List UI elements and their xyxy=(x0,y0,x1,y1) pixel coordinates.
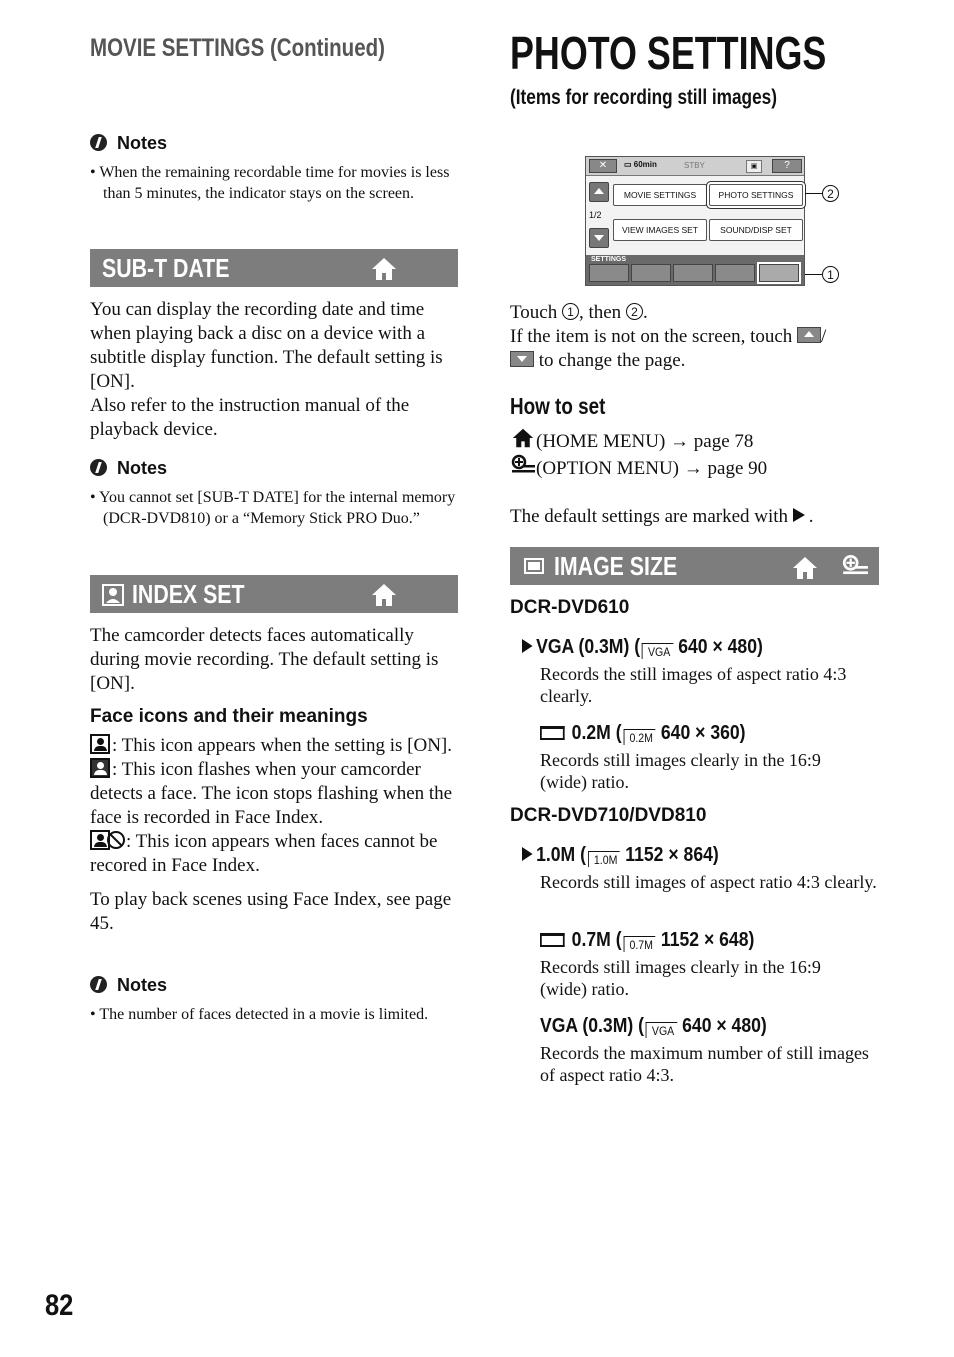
home-icon xyxy=(370,582,398,608)
callout-ref-1: 1 xyxy=(562,303,579,320)
page-title: PHOTO SETTINGS xyxy=(510,27,827,79)
notes-heading: Notes xyxy=(90,458,458,479)
page-number: 82 xyxy=(45,1289,74,1322)
face-icon-item: : This icon appears when the setting is [ON]. xyxy=(90,734,462,758)
section-title: SUB-T DATE xyxy=(102,253,230,283)
lcd-settings-label: SETTINGS xyxy=(591,256,627,263)
face-icon-item: : This icon appears when faces cannot be recored in Face Index. xyxy=(90,831,438,876)
notes-block-3 xyxy=(90,975,458,1025)
size-vga-icon: VGA xyxy=(642,643,673,659)
callout-2: 2 xyxy=(822,185,839,202)
size-option xyxy=(540,929,880,1000)
memory-icon: ▣ xyxy=(746,160,762,173)
option-icon xyxy=(510,454,536,476)
lcd-photo-settings-button: PHOTO SETTINGS xyxy=(709,184,803,206)
notes-heading: Notes xyxy=(90,975,458,996)
home-icon xyxy=(791,555,819,581)
home-icon xyxy=(370,256,398,282)
size-option-desc: Records still images of aspect ratio 4:3 clearly. xyxy=(540,872,877,892)
size-option-desc: Records the still images of aspect ratio 4:3 clearly. xyxy=(540,664,847,706)
section-title: INDEX SET xyxy=(132,579,245,609)
page-indicator: 1/2 xyxy=(589,210,602,220)
size-vga-icon: VGA xyxy=(646,1022,677,1038)
model-heading-dvd710-810: DCR-DVD710/DVD810 xyxy=(510,805,707,826)
continued-header: MOVIE SETTINGS (Continued) xyxy=(90,34,385,62)
section-bar-index-set xyxy=(90,575,458,613)
up-arrow-icon xyxy=(797,327,821,343)
callout-ref-2: 2 xyxy=(626,303,643,320)
image-size-icon xyxy=(524,558,544,574)
callout-line xyxy=(805,274,822,275)
callout-1: 1 xyxy=(822,266,839,283)
face-index-ref: To play back scenes using Face Index, see page 45. xyxy=(90,889,452,934)
battery-indicator: ▭ 60min xyxy=(624,160,657,169)
size-0-2m-icon: 0.2M xyxy=(623,729,655,745)
page-up-icon xyxy=(589,182,609,202)
size-option-desc: Records still images clearly in the 16:9 (wide) ratio. xyxy=(540,957,821,999)
touch-instructions: Touch 1 , then 2 . If the item is not on the screen, touch / to change the page. xyxy=(510,302,827,371)
size-option-title: VGA (0.3M) ( VGA 640 × 480) xyxy=(522,636,839,659)
lcd-tab xyxy=(673,264,713,282)
size-option xyxy=(540,722,880,793)
face-icon-list xyxy=(90,734,462,936)
notes-block-1 xyxy=(90,133,458,204)
lcd-top-bar xyxy=(586,157,804,176)
lcd-tab xyxy=(589,264,629,282)
page-down-icon xyxy=(589,228,609,248)
how-to-set-heading: How to set xyxy=(510,393,606,419)
lcd-tab xyxy=(631,264,671,282)
size-option xyxy=(522,844,882,893)
lcd-view-images-button: VIEW IMAGES SET xyxy=(613,219,707,241)
subt-body: You can display the recording date and time when playing back a disc on a device with a subtitle display function. The default setting is [ON]. Also refer to the instruction manual of the playback device. xyxy=(90,299,443,440)
option-icon xyxy=(841,554,869,578)
section-bar-subt-date xyxy=(90,249,458,287)
wide-ratio-icon xyxy=(540,933,565,947)
note-item: • You cannot set [SUB-T DATE] for the internal memory (DCR-DVD810) or a “Memory Stick PRO Duo.” xyxy=(90,489,456,527)
face-unavailable-icon xyxy=(90,830,110,850)
size-option-desc: Records still images clearly in the 16:9 (wide) ratio. xyxy=(540,750,821,792)
size-0-7m-icon: 0.7M xyxy=(623,936,655,952)
note-icon xyxy=(90,976,107,993)
wide-ratio-icon xyxy=(540,726,565,740)
section-bar-image-size xyxy=(510,547,879,585)
lcd-screen-illustration xyxy=(585,156,805,286)
callout-line xyxy=(805,193,822,194)
note-icon xyxy=(90,459,107,476)
lcd-sound-disp-button: SOUND/DISP SET xyxy=(709,219,803,241)
down-arrow-icon xyxy=(510,351,534,367)
note-icon xyxy=(90,134,107,151)
how-to-set-list: (HOME MENU) → page 78 (OPTION MENU) → page 90 The default settings are marked with . xyxy=(510,427,890,529)
default-marker-icon xyxy=(522,639,533,653)
size-option-title: 0.2M ( 0.2M 640 × 360) xyxy=(540,722,839,745)
size-option-desc: Records the maximum number of still images of aspect ratio 4:3. xyxy=(540,1043,869,1085)
note-item: • When the remaining recordable time for movies is less than 5 minutes, the indicator stays on the screen. xyxy=(90,164,450,202)
lcd-movie-settings-button: MOVIE SETTINGS xyxy=(613,184,707,206)
notes-block-2 xyxy=(90,458,458,529)
index-body: The camcorder detects faces automatically during movie recording. The default setting is [ON]. xyxy=(90,625,439,694)
default-marker-icon xyxy=(522,847,533,861)
lcd-tab xyxy=(715,264,755,282)
size-option-title: 0.7M ( 0.7M 1152 × 648) xyxy=(540,929,839,952)
size-option xyxy=(540,1015,880,1086)
model-heading-dvd610: DCR-DVD610 xyxy=(510,597,630,618)
status-indicator: STBY xyxy=(684,161,705,170)
size-option-title: 1.0M ( 1.0M 1152 × 864) xyxy=(522,844,839,867)
face-icon-item: : This icon flashes when your camcorder detects a face. The icon stops flashing when the face is recorded in Face Index. xyxy=(90,759,453,828)
lcd-settings-tab xyxy=(759,264,799,282)
face-icons-heading: Face icons and their meanings xyxy=(90,706,368,727)
face-on-icon xyxy=(90,734,110,754)
face-index-icon xyxy=(102,584,124,606)
size-option xyxy=(522,636,882,707)
size-1-0m-icon: 1.0M xyxy=(588,851,620,867)
section-title: IMAGE SIZE xyxy=(554,551,678,581)
notes-heading: Notes xyxy=(90,133,458,154)
page-subtitle: (Items for recording still images) xyxy=(510,86,777,109)
lcd-bottom-bar xyxy=(586,255,804,285)
size-option-title: VGA (0.3M) ( VGA 640 × 480) xyxy=(540,1015,767,1038)
help-icon: ? xyxy=(772,159,802,173)
close-icon: ✕ xyxy=(589,159,617,173)
note-item: • The number of faces detected in a movie is limited. xyxy=(90,1006,429,1023)
default-marker-icon xyxy=(793,508,805,522)
home-icon xyxy=(510,427,536,449)
face-detect-icon xyxy=(90,758,110,778)
